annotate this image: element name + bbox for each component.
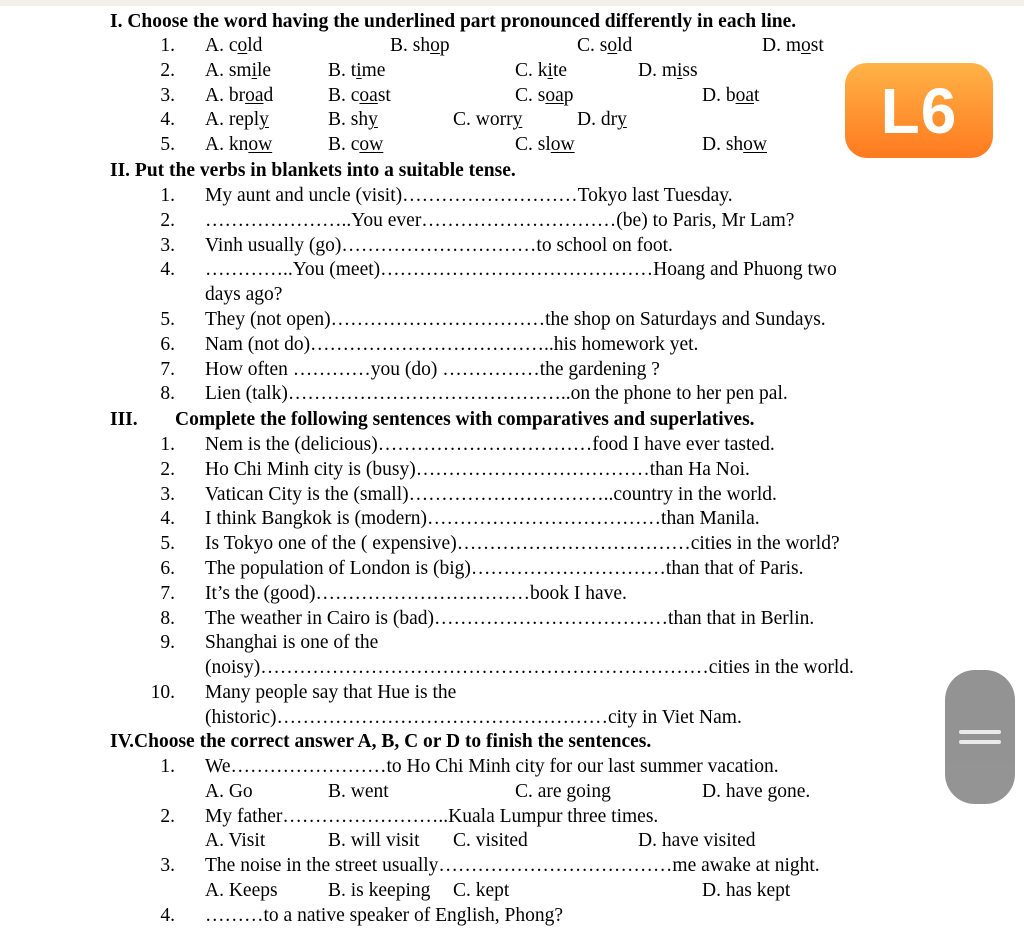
- question-number: 6.: [160, 558, 175, 579]
- scroll-handle[interactable]: [945, 670, 1015, 804]
- question-number: 4.: [160, 904, 175, 926]
- option-text: B. sh: [390, 35, 431, 56]
- answer-options-row: [0, 829, 1024, 853]
- question-row: [0, 557, 1024, 581]
- option-text: D. m: [762, 35, 801, 56]
- underlined-part: oa: [735, 84, 754, 106]
- answer-option: [453, 108, 522, 132]
- question-number: 6.: [160, 333, 175, 355]
- level-badge: L6: [845, 63, 993, 158]
- question-number: 10.: [150, 682, 175, 703]
- answer-option: D. has kept: [702, 880, 791, 901]
- answer-option: [762, 34, 824, 58]
- question-text: ………to a native speaker of English, Phong?: [205, 904, 563, 926]
- option-text: C. s: [577, 35, 608, 56]
- question-row: [0, 483, 1024, 507]
- underlined-part: y: [512, 109, 523, 131]
- top-edge: [0, 0, 1024, 6]
- answer-option: [515, 84, 574, 108]
- option-text: C. k: [515, 59, 548, 81]
- underlined-part: i: [356, 59, 362, 81]
- question-text: My father……………………..Kuala Lumpur three times.: [205, 805, 659, 827]
- question-row-continued: [0, 706, 1024, 730]
- option-text: D. b: [702, 84, 736, 106]
- answer-option: [515, 59, 567, 83]
- option-text: A. repl: [205, 109, 260, 131]
- question-text: It’s the (good)……………………………book I have.: [205, 582, 627, 604]
- option-text: C. sl: [515, 134, 551, 156]
- question-row: [0, 333, 1024, 357]
- question-row-continued: [0, 283, 1024, 307]
- underlined-part: o: [237, 35, 248, 56]
- answer-option: C. visited: [453, 830, 528, 852]
- question-text: days ago?: [205, 284, 283, 306]
- underlined-part: oa: [359, 84, 378, 106]
- question-text: Nem is the (delicious)……………………………food I have ever tasted.: [205, 434, 775, 455]
- question-row: [0, 209, 1024, 233]
- question-number: 3.: [160, 483, 175, 505]
- question-row: [0, 681, 1024, 705]
- question-text: They (not open)……………………………the shop on Saturdays and Sundays.: [205, 309, 826, 330]
- question-number: 5.: [160, 533, 175, 555]
- option-text: p: [439, 35, 450, 56]
- option-text: t: [754, 84, 760, 106]
- answer-option: B. will visit: [328, 830, 420, 852]
- question-row: [0, 308, 1024, 332]
- question-number: 4.: [160, 508, 175, 530]
- option-text: d: [263, 84, 274, 106]
- option-text: p: [563, 84, 574, 106]
- question-text: …………..You (meet)……………………………………Hoang and Phuong two: [205, 259, 837, 281]
- question-row: [0, 582, 1024, 606]
- option-text: st: [377, 84, 391, 106]
- question-number: 5.: [160, 309, 175, 330]
- question-text: The population of London is (big)…………………………than that of Paris.: [205, 558, 804, 579]
- question-row: [0, 382, 1024, 406]
- underlined-part: y: [259, 109, 269, 131]
- question-text: The noise in the street usually………………………………me awake at night.: [205, 855, 820, 877]
- question-number: 2.: [160, 209, 175, 231]
- question-row: [0, 433, 1024, 457]
- option-text: B. sh: [328, 109, 369, 131]
- answer-option: B. is keeping: [328, 880, 431, 901]
- question-text: How often …………you (do) ……………the gardening ?: [205, 358, 660, 380]
- question-row: [0, 234, 1024, 258]
- option-text: A. sm: [205, 59, 252, 81]
- question-number: 3.: [160, 855, 175, 877]
- answer-option: [328, 59, 385, 83]
- underlined-part: ow: [359, 134, 384, 156]
- question-number: 2.: [160, 805, 175, 827]
- question-row: [0, 631, 1024, 655]
- question-number: 3.: [160, 84, 175, 106]
- option-text: C. worr: [453, 109, 513, 131]
- question-text: Shanghai is one of the: [205, 632, 379, 654]
- question-text: I think Bangkok is (modern)………………………………than Manila.: [205, 508, 760, 530]
- answer-option: [328, 84, 391, 108]
- option-text: st: [810, 35, 824, 56]
- underlined-part: y: [617, 109, 627, 131]
- option-text: D. dr: [577, 109, 618, 131]
- underlined-part: y: [368, 109, 378, 131]
- question-number: 1.: [160, 185, 175, 206]
- answer-option: A. Visit: [205, 830, 266, 852]
- question-text: …………………..You ever…………………………(be) to Paris, Mr Lam?: [205, 209, 795, 231]
- question-text: My aunt and uncle (visit)………………………Tokyo last Tuesday.: [205, 185, 733, 206]
- answer-options-row: [0, 780, 1024, 804]
- answer-option: [515, 133, 575, 157]
- question-number: 1.: [160, 35, 175, 56]
- question-row: [0, 184, 1024, 208]
- question-row: [0, 805, 1024, 829]
- option-text: B. c: [328, 134, 360, 156]
- question-row: [0, 358, 1024, 382]
- answer-option: D. have gone.: [702, 780, 811, 802]
- underlined-part: ow: [550, 134, 575, 156]
- answer-option: [205, 133, 272, 157]
- answer-option: [205, 59, 271, 83]
- question-number: 7.: [160, 358, 175, 380]
- answer-option: C. are going: [515, 780, 611, 802]
- answer-option: [328, 133, 383, 157]
- underlined-part: i: [547, 59, 553, 81]
- option-text: A. kn: [205, 134, 249, 156]
- question-row: [0, 34, 1024, 58]
- answer-option: [577, 34, 632, 58]
- question-row: [0, 904, 1024, 928]
- question-number: 9.: [160, 632, 175, 654]
- question-number: 2.: [160, 59, 175, 81]
- section-1-heading: I. Choose the word having the underlined part pronounced differently in each line.: [110, 11, 797, 32]
- answer-option: [390, 34, 450, 58]
- answer-option: B. went: [328, 780, 389, 802]
- section-2-heading: II. Put the verbs in blankets into a suitable tense.: [110, 160, 516, 181]
- answer-options-row: [0, 879, 1024, 903]
- answer-option: D. have visited: [638, 830, 756, 852]
- question-number: 7.: [160, 582, 175, 604]
- question-row: [0, 854, 1024, 878]
- question-number: 8.: [160, 607, 175, 629]
- handle-grip-line: [959, 740, 1001, 744]
- section-3-roman: III.: [110, 409, 138, 430]
- option-text: A. br: [205, 84, 246, 106]
- question-number: 4.: [160, 259, 175, 281]
- question-number: 8.: [160, 383, 175, 405]
- question-row-continued: [0, 656, 1024, 680]
- underlined-part: oa: [545, 84, 564, 106]
- answer-option: [577, 108, 627, 132]
- question-number: 1.: [160, 434, 175, 455]
- underlined-part: o: [607, 35, 618, 56]
- answer-option: [205, 34, 262, 58]
- underlined-part: o: [430, 35, 440, 56]
- question-row: [0, 607, 1024, 631]
- question-row: [0, 755, 1024, 779]
- answer-option: [638, 59, 698, 83]
- option-text: A. c: [205, 35, 238, 56]
- underlined-part: ow: [743, 134, 768, 156]
- underlined-part: o: [801, 35, 811, 56]
- option-text: ld: [617, 35, 633, 56]
- answer-option: C. kept: [453, 880, 510, 901]
- option-text: C. s: [515, 84, 546, 106]
- question-text: Vatican City is the (small)…………………………..country in the world.: [205, 483, 777, 505]
- answer-option: [702, 84, 759, 108]
- answer-option: A. Go: [205, 780, 253, 802]
- answer-option: [205, 84, 273, 108]
- option-text: te: [552, 59, 568, 81]
- question-number: 1.: [160, 756, 175, 777]
- option-text: le: [257, 59, 272, 81]
- option-text: B. t: [328, 59, 357, 81]
- handle-grip-line: [959, 730, 1001, 734]
- answer-option: [328, 108, 378, 132]
- section-4-heading: IV.Choose the correct answer A, B, C or D to finish the sentences.: [110, 731, 652, 752]
- answer-option: [205, 108, 269, 132]
- question-number: 2.: [160, 458, 175, 480]
- underlined-part: i: [251, 59, 258, 81]
- option-text: D. m: [638, 59, 677, 81]
- underlined-part: ow: [248, 134, 273, 156]
- question-text: Lien (talk)……………………………………..on the phone to her pen pal.: [205, 383, 788, 405]
- question-row: [0, 458, 1024, 482]
- question-text: The weather in Cairo is (bad)………………………………than that in Berlin.: [205, 607, 815, 629]
- question-text: Ho Chi Minh city is (busy)………………………………than Ha Noi.: [205, 458, 750, 480]
- option-text: me: [361, 59, 386, 81]
- answer-option: A. Keeps: [205, 880, 278, 901]
- answer-option: [702, 133, 767, 157]
- option-text: D. sh: [702, 134, 744, 156]
- question-row: [0, 258, 1024, 282]
- question-text: Vinh usually (go)…………………………to school on foot.: [205, 234, 673, 256]
- question-text: (historic)……………………………………………city in Viet Nam.: [205, 706, 742, 728]
- question-text: Nam (not do)………………………………..his homework yet.: [205, 333, 699, 355]
- question-number: 3.: [160, 234, 175, 256]
- section-3-heading: Complete the following sentences with comparatives and superlatives.: [175, 409, 755, 430]
- question-text: Many people say that Hue is the: [205, 682, 457, 703]
- question-row: [0, 507, 1024, 531]
- option-text: B. c: [328, 84, 360, 106]
- question-number: 4.: [160, 109, 175, 131]
- question-text: Is Tokyo one of the ( expensive)………………………………cities in the world?: [205, 533, 840, 555]
- question-text: (noisy)……………………………………………………………cities in the world.: [205, 657, 854, 679]
- question-row: [0, 532, 1024, 556]
- underlined-part: oa: [245, 84, 264, 106]
- underlined-part: i: [677, 59, 683, 81]
- question-number: 5.: [160, 134, 175, 156]
- option-text: ld: [247, 35, 263, 56]
- question-text: We……………………to Ho Chi Minh city for our last summer vacation.: [205, 756, 779, 777]
- option-text: ss: [682, 59, 698, 81]
